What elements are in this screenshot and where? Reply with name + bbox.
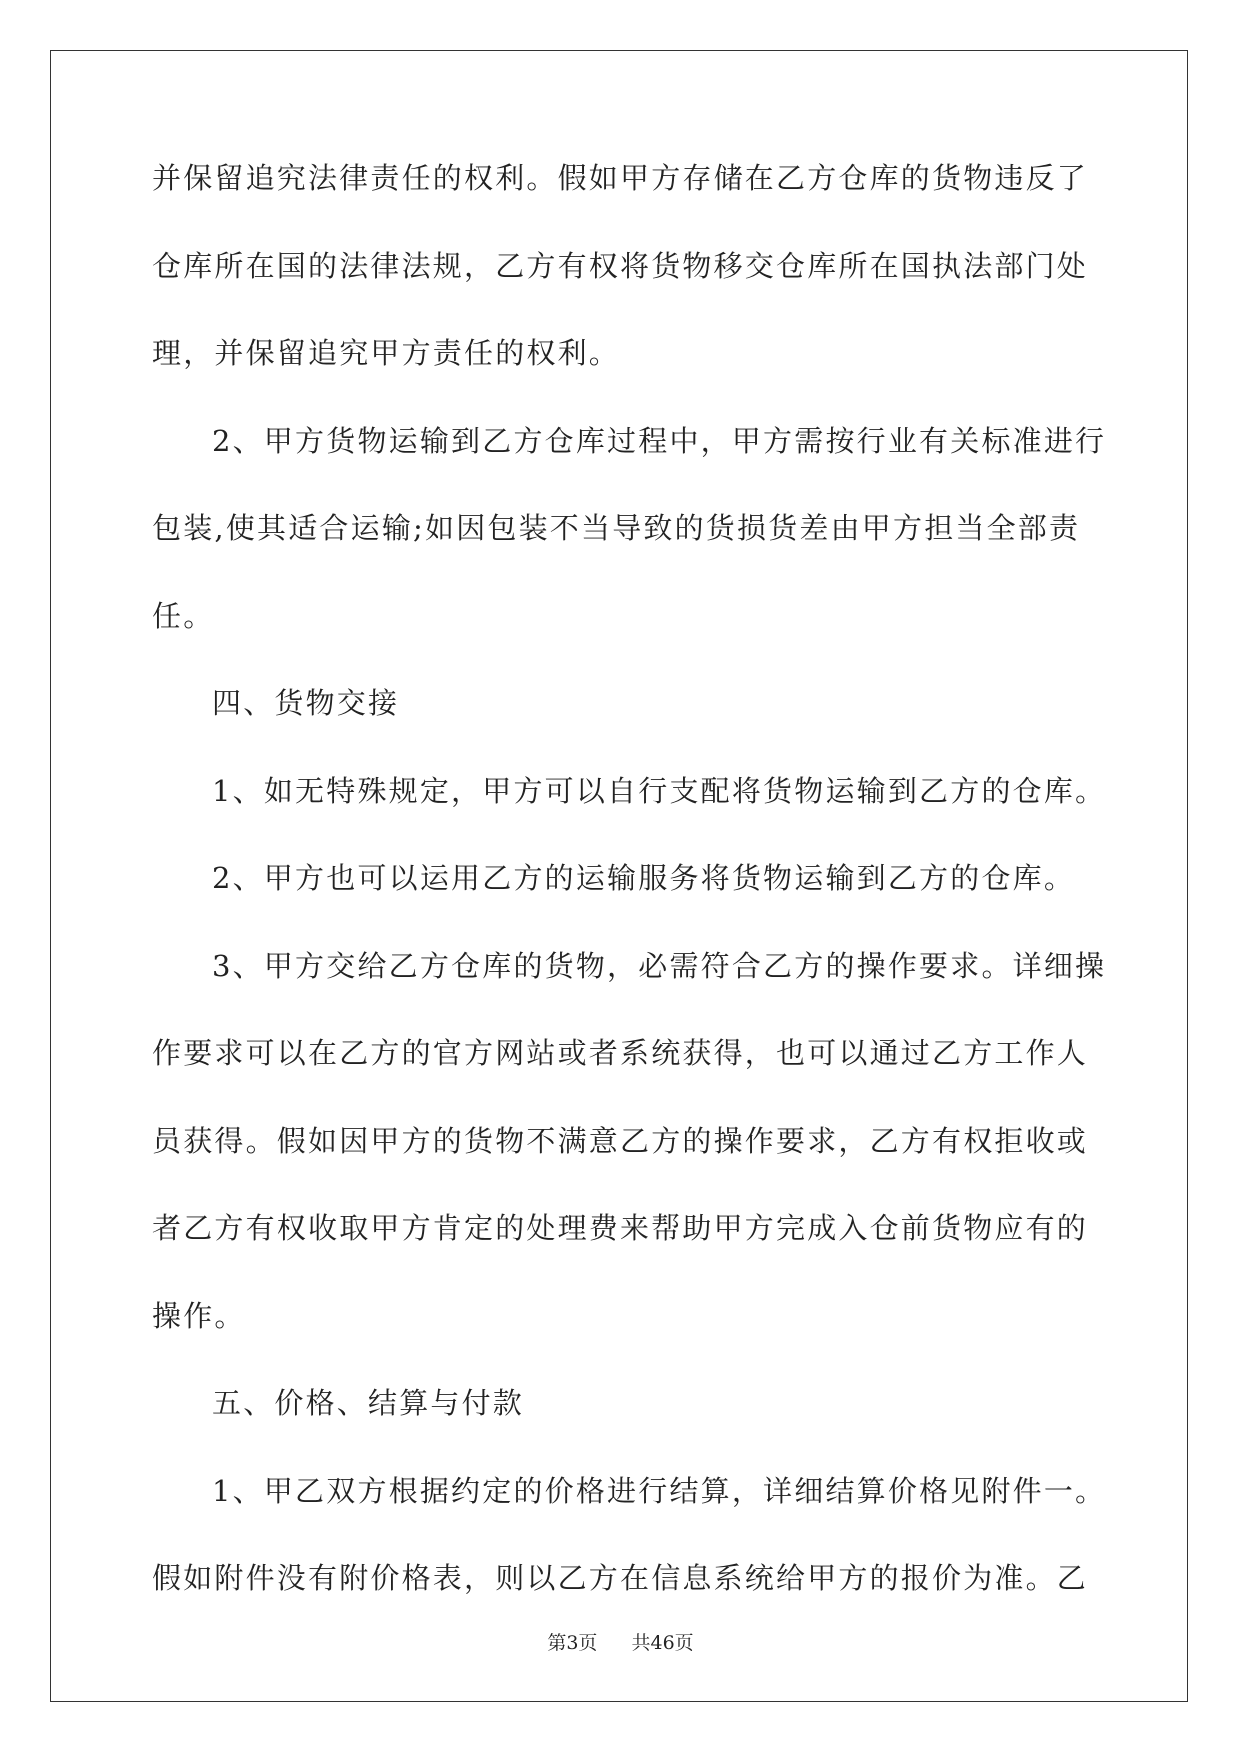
text-line: 仓库所在国的法律法规，乙方有权将货物移交仓库所在国执法部门处 [152,248,1089,283]
text-line: 作要求可以在乙方的官方网站或者系统获得，也可以通过乙方工作人 [152,1036,1089,1070]
text-line: 理，并保留追究甲方责任的权利。 [152,336,621,370]
page-footer [0,1628,1241,1655]
document-body [152,160,1107,1648]
text-line: 1、如无特殊规定，甲方可以自行支配将货物运输到乙方的仓库。 [212,773,1107,808]
page-total: 共46页 [631,1632,694,1654]
text-line: 员获得。假如因甲方的货物不满意乙方的操作要求，乙方有权拒收或 [152,1123,1089,1158]
text-line: 并保留追究法律责任的权利。假如甲方存储在乙方仓库的货物违反了 [152,161,1089,195]
text-line: 任。 [152,598,215,633]
text-line: 1、甲乙双方根据约定的价格进行结算，详细结算价格见附件一。 [212,1473,1107,1508]
text-line: 者乙方有权收取甲方肯定的处理费来帮助甲方完成入仓前货物应有的 [152,1211,1089,1245]
page-number: 第3页 [547,1632,598,1654]
text-line: 五、价格、结算与付款 [212,1386,525,1420]
text-line: 四、货物交接 [212,686,400,720]
text-line: 操作。 [152,1298,246,1333]
text-line: 包装,使其适合运输;如因包装不当导致的货损货差由甲方担当全部责 [152,511,1081,545]
text-line: 3、甲方交给乙方仓库的货物，必需符合乙方的操作要求。详细操 [212,948,1107,983]
text-line: 假如附件没有附价格表，则以乙方在信息系统给甲方的报价为准。乙 [152,1561,1089,1595]
text-line: 2、甲方货物运输到乙方仓库过程中，甲方需按行业有关标准进行 [212,423,1107,458]
text-line: 2、甲方也可以运用乙方的运输服务将货物运输到乙方的仓库。 [212,861,1076,895]
